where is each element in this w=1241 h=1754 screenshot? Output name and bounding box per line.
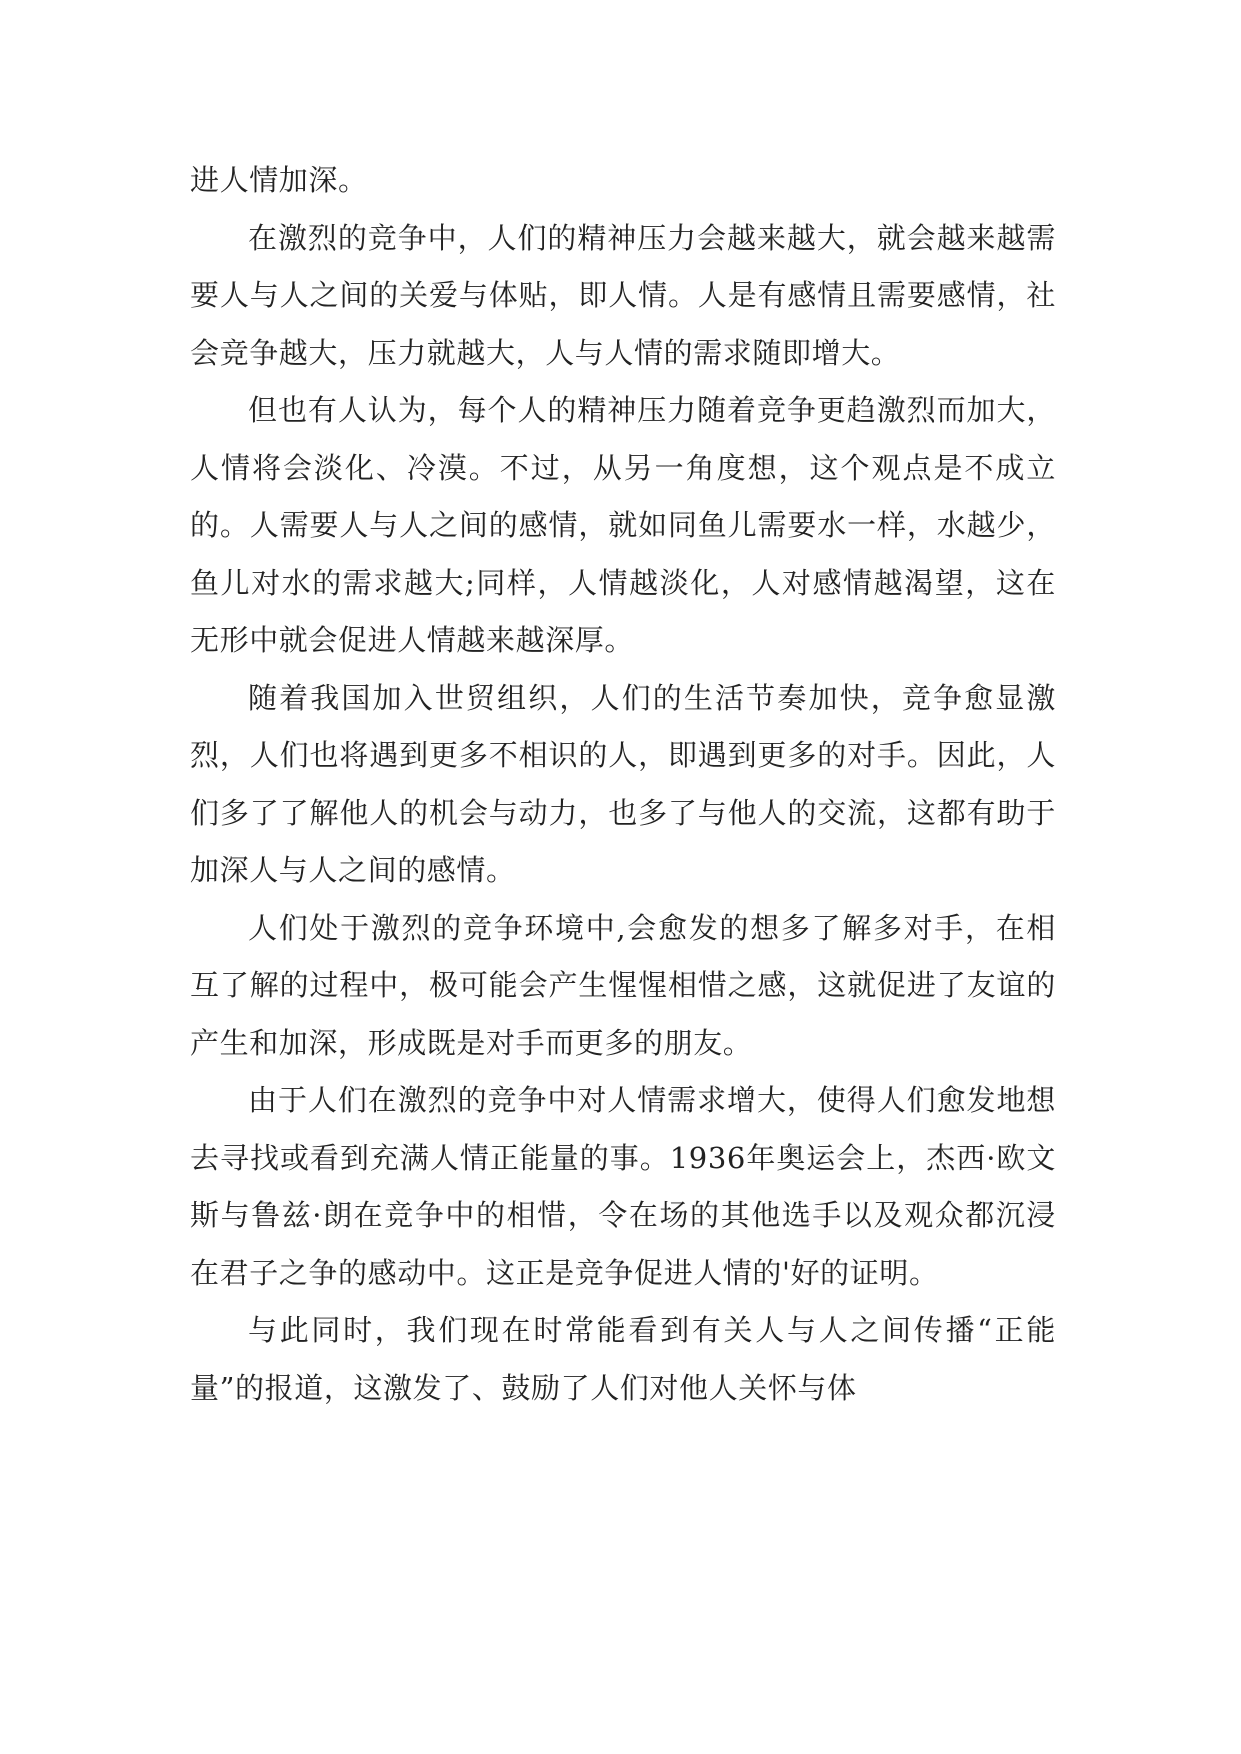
document-body	[190, 152, 1056, 1417]
paragraph-5: 人们处于激烈的竞争环境中,会愈发的想多了解多对手，在相互了解的过程中，极可能会产生惺惺相惜之感，这就促进了友谊的产生和加深，形成既是对手而更多的朋友。	[190, 910, 1056, 1060]
paragraph-1: 进人情加深。	[190, 163, 368, 197]
paragraph-7: 与此同时，我们现在时常能看到有关人与人之间传播“正能量”的报道，这激发了、鼓励了人们对他人关怀与体	[190, 1313, 1056, 1405]
paragraph-4: 随着我国加入世贸组织，人们的生活节奏加快，竞争愈显激烈，人们也将遇到更多不相识的人，即遇到更多的对手。因此，人们多了了解他人的机会与动力，也多了与他人的交流，这都有助于加深人与人之间的感情。	[190, 680, 1056, 887]
paragraph-3: 但也有人认为，每个人的精神压力随着竞争更趋激烈而加大，人情将会淡化、冷漠。不过，从另一角度想，这个观点是不成立的。人需要人与人之间的感情，就如同鱼儿需要水一样，水越少，鱼儿对水的需求越大;同样，人情越淡化，人对感情越渴望，这在无形中就会促进人情越来越深厚。	[190, 393, 1056, 657]
paragraph-6: 由于人们在激烈的竞争中对人情需求增大，使得人们愈发地想去寻找或看到充满人情正能量的事。1936年奥运会上，杰西·欧文斯与鲁兹·朗在竞争中的相惜，令在场的其他选手以及观众都沉浸在君子之争的感动中。这正是竞争促进人情的'好的证明。	[190, 1083, 1056, 1290]
paragraph-2: 在激烈的竞争中，人们的精神压力会越来越大，就会越来越需要人与人之间的关爱与体贴，即人情。人是有感情且需要感情，社会竞争越大，压力就越大，人与人情的需求随即增大。	[190, 220, 1056, 370]
